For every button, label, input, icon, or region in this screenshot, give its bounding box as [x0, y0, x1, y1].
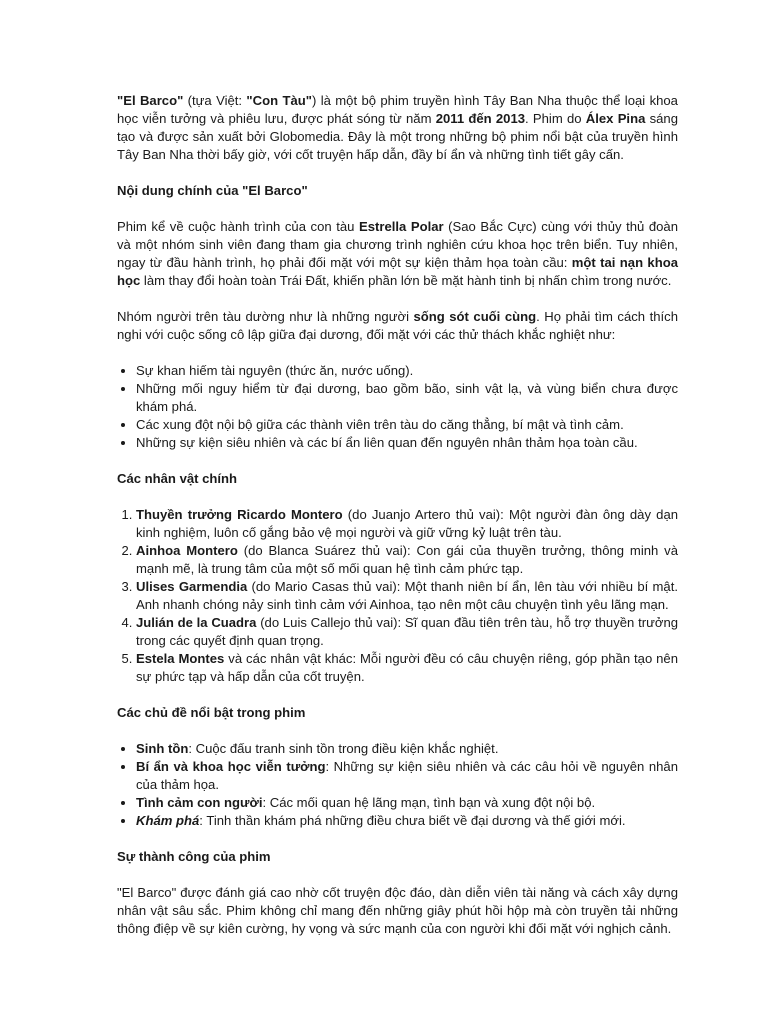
character-desc: (do Mario Casas thủ vai): Một thanh niên bí ẩn, lên tàu với nhiều bí mật. Anh nhanh chóng nảy sinh tình cảm với Ainhoa, tạo nên một câu chuyện tình yêu lãng mạn.: [136, 579, 678, 612]
character-desc: (do Blanca Suárez thủ vai): Con gái của thuyền trưởng, thông minh và mạnh mẽ, là trung tâm của một số mối quan hệ tình cảm phức tạp.: [136, 543, 679, 576]
character-desc: (do Luis Callejo thủ vai): Sĩ quan đầu tiên trên tàu, hỗ trợ thuyền trưởng trong các quyết định quan trọng.: [136, 615, 679, 648]
list-item: • Những mối nguy hiểm từ đại dương, bao gồm bão, sinh vật lạ, và vùng biển chưa được khám phá.: [136, 380, 678, 416]
intro-title: "El Barco": [117, 93, 184, 108]
intro-vn-title: "Con Tàu": [246, 93, 312, 108]
list-item: [136, 794, 678, 812]
intro-text: sáng tạo và được sản xuất bởi Globomedia. Đây là một trong những bộ phim nổi bật của truyền hình Tây Ban Nha thời bấy giờ, với cốt truyện hấp dẫn, đầy bí ẩn và những tình tiết gây cấn.: [117, 111, 678, 162]
list-item: [136, 542, 678, 578]
intro-text: (tựa Việt:: [183, 93, 247, 108]
list-item: [136, 578, 678, 614]
plot-text: (Sao Bắc Cực) cùng với thủy thủ đoàn và một nhóm sinh viên đang tham gia chương trình nghiên cứu khoa học trên biển. Tuy nhiên, ngay từ đầu hành trình, họ phải đối mặt với một sự kiện thảm họa toàn cầu:: [117, 219, 678, 270]
success-paragraph: "El Barco" được đánh giá cao nhờ cốt truyện độc đáo, dàn diễn viên tài năng và cách xây dựng nhân vật sâu sắc. Phim không chỉ mang đến những giây phút hồi hộp mà còn truyền tải những thông điệp về sự kiên cường, hy vọng và sức mạnh của con người khi đối mặt với nghịch cảnh.: [117, 885, 678, 936]
theme-desc: : Cuộc đấu tranh sinh tồn trong điều kiện khắc nghiệt.: [188, 741, 499, 756]
character-name: Estela Montes: [136, 651, 225, 666]
theme-label: Khám phá: [136, 813, 200, 828]
section-heading-success: Sự thành công của phim: [117, 849, 271, 864]
section-heading-themes: Các chủ đề nổi bật trong phim: [117, 705, 306, 720]
character-name: Julián de la Cuadra: [136, 615, 257, 630]
list-item: [136, 740, 678, 758]
survivors-term: sống sót cuối cùng: [413, 309, 537, 324]
character-desc: và các nhân vật khác: Mỗi người đều có câu chuyện riêng, góp phần tạo nên sự phức tạp và hấp dẫn của cốt truyện.: [136, 651, 679, 684]
disaster-term: một tai nạn khoa học: [117, 255, 678, 288]
plot-text: . Họ phải tìm cách thích nghi với cuộc sống cô lập giữa đại dương, đối mặt với các thử thách khắc nghiệt như:: [117, 309, 678, 342]
list-item: [136, 812, 678, 830]
character-name: Ulises Garmendia: [136, 579, 248, 594]
list-item: • Các xung đột nội bộ giữa các thành viên trên tàu do căng thẳng, bí mật và tình cảm.: [136, 416, 678, 434]
list-item: • Những sự kiện siêu nhiên và các bí ẩn liên quan đến nguyên nhân thảm họa toàn cầu.: [136, 434, 678, 452]
list-item: • Sự khan hiếm tài nguyên (thức ăn, nước uống).: [136, 362, 678, 380]
list-item: [136, 650, 678, 686]
plot-paragraph-1: [117, 218, 678, 290]
plot-paragraph-2: [117, 308, 678, 344]
theme-desc: : Những sự kiện siêu nhiên và các câu hỏi về nguyên nhân của thảm họa.: [136, 759, 678, 792]
theme-desc: : Tinh thần khám phá những điều chưa biết về đại dương và thế giới mới.: [199, 813, 626, 828]
theme-desc: : Các mối quan hệ lãng mạn, tình bạn và xung đột nội bộ.: [262, 795, 596, 810]
challenges-list: [117, 362, 678, 452]
list-item: [136, 506, 678, 542]
character-desc: (do Juanjo Artero thủ vai): Một người đàn ông dày dạn kinh nghiệm, luôn cố gắng bảo vệ mọi người và giữ vững kỷ luật trên tàu.: [136, 507, 679, 540]
intro-text: ) là một bộ phim truyền hình Tây Ban Nha thuộc thể loại khoa học viễn tưởng và phiêu lưu, được phát sóng từ năm: [117, 93, 678, 126]
intro-years: 2011 đến 2013: [435, 111, 526, 126]
character-name: Thuyền trưởng Ricardo Montero: [136, 507, 343, 522]
theme-label: Sinh tồn: [136, 741, 189, 756]
plot-text: làm thay đổi hoàn toàn Trái Đất, khiến phần lớn bề mặt hành tinh bị nhấn chìm trong nước.: [140, 273, 672, 288]
ship-name: Estrella Polar: [358, 219, 444, 234]
intro-paragraph: [117, 92, 678, 164]
intro-creator: Álex Pina: [585, 111, 646, 126]
character-name: Ainhoa Montero: [136, 543, 238, 558]
section-heading-characters: Các nhân vật chính: [117, 471, 238, 486]
theme-label: Bí ẩn và khoa học viễn tưởng: [136, 759, 326, 774]
characters-list: [117, 506, 678, 686]
theme-label: Tình cảm con người: [136, 795, 263, 810]
intro-text: . Phim do: [525, 111, 586, 126]
plot-text: Phim kể về cuộc hành trình của con tàu: [117, 219, 359, 234]
plot-text: Nhóm người trên tàu dường như là những người: [117, 309, 414, 324]
list-item: [136, 758, 678, 794]
themes-list: [117, 740, 678, 830]
list-item: [136, 614, 678, 650]
section-heading-plot: Nội dung chính của "El Barco": [117, 183, 308, 198]
